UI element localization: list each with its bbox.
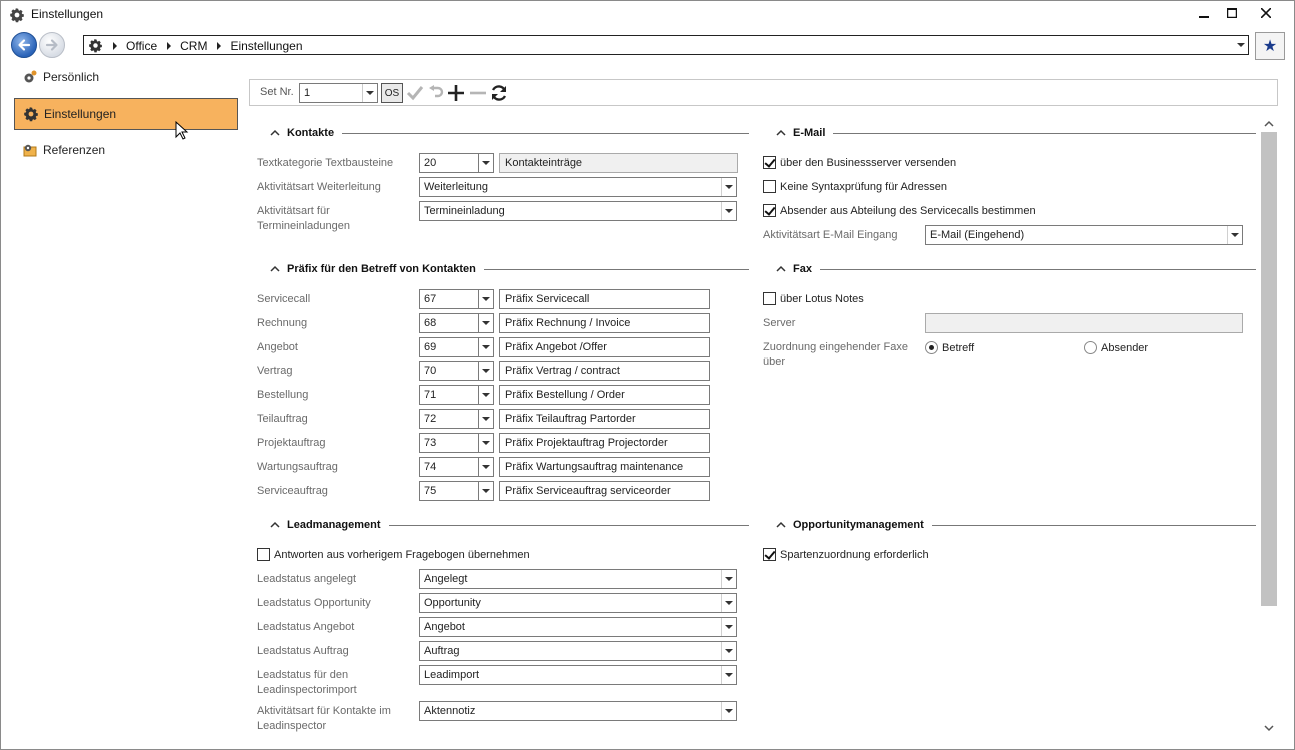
remove-icon[interactable]	[468, 83, 488, 103]
section-header-email[interactable]	[755, 125, 1256, 141]
set-number-value: 1	[304, 87, 311, 99]
field-label: Servicecall	[257, 293, 311, 305]
praefix-text-field[interactable]: Präfix Projektauftrag Projectorder	[499, 433, 710, 453]
chevron-down-icon[interactable]	[479, 481, 494, 501]
chevron-up-icon[interactable]	[775, 127, 787, 139]
praefix-text-field[interactable]: Präfix Bestellung / Order	[499, 385, 710, 405]
field-label: Leadstatus angelegt	[257, 573, 357, 585]
divider	[820, 269, 1256, 270]
weiterleitung-select[interactable]	[419, 177, 737, 197]
chevron-down-icon[interactable]	[479, 313, 494, 333]
chevron-right-icon	[113, 42, 117, 50]
chevron-up-icon[interactable]	[269, 127, 281, 139]
sidebar-item-label: Einstellungen	[44, 107, 117, 121]
sidebar-item-label: Persönlich	[43, 70, 100, 84]
gear-user-icon	[22, 69, 38, 85]
chevron-up-icon[interactable]	[269, 519, 281, 531]
arrow-right-icon	[45, 38, 59, 52]
lotus-notes-checkbox[interactable]	[763, 292, 864, 305]
vertical-scrollbar[interactable]	[1260, 116, 1278, 735]
field-label: Bestellung	[257, 389, 309, 401]
radio-label: Absender	[1101, 341, 1149, 354]
chevron-down-icon[interactable]	[1227, 226, 1242, 244]
gear-icon	[88, 38, 103, 53]
section-header-fax[interactable]	[755, 261, 1256, 277]
gear-folder-icon	[22, 142, 38, 158]
chevron-down-icon[interactable]	[1264, 723, 1274, 733]
sidebar-item-persoenlich[interactable]	[14, 61, 238, 93]
section-header-kontakte[interactable]	[249, 125, 749, 141]
radio-button[interactable]	[1084, 341, 1097, 354]
chevron-down-icon[interactable]	[721, 666, 736, 684]
textkategorie-name-field: Kontakteinträge	[499, 153, 738, 173]
praefix-text-field[interactable]: Präfix Servicecall	[499, 289, 710, 309]
praefix-text-field[interactable]: Präfix Rechnung / Invoice	[499, 313, 710, 333]
checkbox-label: Spartenzuordnung erforderlich	[780, 548, 929, 561]
section-title: Opportunitymanagement	[793, 519, 924, 531]
email-eingang-select[interactable]	[925, 225, 1243, 245]
select-value: Angebot	[424, 621, 465, 633]
checkbox[interactable]	[763, 180, 776, 193]
select-value: Auftrag	[424, 645, 460, 657]
leadstatus-select[interactable]	[419, 593, 737, 613]
field-label: Aktivitätsart für Kontakte im	[257, 705, 391, 717]
syntaxpruefung-checkbox[interactable]	[763, 180, 947, 193]
field-label: Leadstatus Opportunity	[257, 597, 371, 609]
select-value: Aktennotiz	[424, 705, 476, 717]
chevron-down-icon[interactable]	[479, 337, 494, 357]
field-label: Vertrag	[257, 365, 293, 377]
chevron-up-icon[interactable]	[269, 263, 281, 275]
divider	[833, 133, 1256, 134]
os-button[interactable]: OS	[381, 83, 403, 103]
scrollbar-thumb[interactable]	[1261, 132, 1277, 606]
star-icon: ★	[1262, 38, 1278, 55]
combo-value: 71	[424, 389, 437, 401]
checkbox-label: Keine Syntaxprüfung für Adressen	[780, 180, 947, 193]
praefix-text-field[interactable]: Präfix Serviceauftrag serviceorder	[499, 481, 710, 501]
radio-betreff[interactable]	[925, 341, 974, 354]
combo-value: 74	[424, 461, 437, 473]
absender-abteilung-checkbox[interactable]	[763, 204, 1036, 217]
combo-value: 72	[424, 413, 437, 425]
gear-icon	[9, 7, 25, 23]
gear-icon	[23, 106, 39, 122]
checkbox[interactable]	[763, 292, 776, 305]
chevron-down-icon[interactable]	[479, 289, 494, 309]
checkbox[interactable]	[763, 548, 776, 561]
section-title: Leadmanagement	[287, 519, 381, 531]
chevron-up-icon[interactable]	[1264, 119, 1274, 129]
field-label: Aktivitätsart Weiterleitung	[257, 181, 381, 193]
section-title: Kontakte	[287, 127, 335, 139]
field-label: Zuordnung eingehender Faxe	[763, 341, 908, 353]
window-title: Einstellungen	[31, 7, 104, 21]
select-value: Leadimport	[424, 669, 480, 681]
chevron-down-icon[interactable]	[721, 702, 736, 720]
field-label: Aktivitätsart E-Mail Eingang	[763, 229, 898, 241]
combo-value: 67	[424, 293, 437, 305]
leadstatus-select[interactable]	[419, 641, 737, 661]
combo-value: 73	[424, 437, 437, 449]
chevron-down-icon[interactable]	[479, 153, 494, 173]
sidebar-item-referenzen[interactable]	[14, 134, 238, 166]
chevron-down-icon[interactable]	[479, 433, 494, 453]
forward-button[interactable]	[39, 32, 65, 58]
field-label: Wartungsauftrag	[257, 461, 338, 473]
field-label: Leadinspector	[257, 720, 327, 732]
chevron-down-icon[interactable]	[362, 84, 377, 102]
arrow-left-icon	[17, 38, 31, 52]
breadcrumb-office[interactable]: Office	[126, 38, 158, 53]
field-label: Projektauftrag	[257, 437, 326, 449]
termineinladung-select[interactable]	[419, 201, 737, 221]
divider	[484, 269, 749, 270]
divider	[389, 525, 749, 526]
leadimport-select[interactable]	[419, 665, 737, 685]
chevron-down-icon[interactable]	[721, 594, 736, 612]
title-bar	[1, 1, 1294, 28]
select-value: Termineinladung	[424, 205, 505, 217]
praefix-text-field[interactable]: Präfix Vertrag / contract	[499, 361, 710, 381]
chevron-right-icon	[217, 42, 221, 50]
radio-absender[interactable]	[1084, 341, 1148, 354]
field-label: über	[763, 356, 786, 368]
chevron-down-icon[interactable]	[721, 618, 736, 636]
sidebar-item-einstellungen[interactable]	[14, 98, 238, 130]
minimize-button[interactable]	[1189, 3, 1219, 23]
checkbox[interactable]	[257, 548, 270, 561]
section-header-leadmanagement[interactable]	[249, 517, 749, 533]
leadstatus-select[interactable]	[419, 617, 737, 637]
select-value: E-Mail (Eingehend)	[930, 229, 1025, 241]
field-label: Leadstatus Angebot	[257, 621, 355, 633]
radio-button[interactable]	[925, 341, 938, 354]
field-label: Rechnung	[257, 317, 308, 329]
combo-value: 68	[424, 317, 437, 329]
chevron-down-icon[interactable]	[1237, 43, 1245, 47]
field-label: Aktivitätsart für	[257, 205, 330, 217]
checkbox-label: über den Businessserver versenden	[780, 156, 957, 169]
divider	[342, 133, 749, 134]
chevron-up-icon[interactable]	[775, 519, 787, 531]
praefix-text-field[interactable]: Präfix Teilauftrag Partorder	[499, 409, 710, 429]
praefix-text-field[interactable]: Präfix Angebot /Offer	[499, 337, 710, 357]
set-number-combo[interactable]	[299, 83, 378, 103]
field-label: Serviceauftrag	[257, 485, 328, 497]
field-label: Leadstatus für den	[257, 669, 349, 681]
leadstatus-select[interactable]	[419, 569, 737, 589]
chevron-down-icon[interactable]	[479, 385, 494, 405]
field-label: Termineinladungen	[257, 220, 350, 232]
field-label: Leadstatus Auftrag	[257, 645, 349, 657]
mouse-cursor-icon	[175, 121, 189, 141]
close-button[interactable]	[1251, 3, 1281, 23]
breadcrumb-einstellungen[interactable]: Einstellungen	[230, 38, 303, 53]
checkmark-icon[interactable]	[405, 83, 425, 103]
combo-value: 70	[424, 365, 437, 377]
refresh-icon[interactable]	[489, 83, 509, 103]
address-bar[interactable]	[83, 35, 1249, 55]
breadcrumb	[88, 37, 303, 54]
chevron-down-icon[interactable]	[721, 178, 736, 196]
back-button[interactable]	[11, 32, 37, 58]
field-label: Angebot	[257, 341, 298, 353]
chevron-down-icon[interactable]	[721, 570, 736, 588]
radio-label: Betreff	[942, 341, 975, 354]
favorite-button[interactable]	[1255, 32, 1285, 60]
chevron-down-icon[interactable]	[479, 457, 494, 477]
spartenzuordnung-checkbox[interactable]	[763, 548, 929, 561]
combo-value: 69	[424, 341, 437, 353]
checkbox-label: Antworten aus vorherigem Fragebogen übernehmen	[274, 548, 530, 561]
field-label: Teilauftrag	[257, 413, 308, 425]
chevron-up-icon[interactable]	[775, 263, 787, 275]
select-value: Angelegt	[424, 573, 468, 585]
sidebar-item-label: Referenzen	[43, 143, 106, 157]
sidebar	[1, 61, 241, 749]
undo-icon[interactable]	[426, 83, 446, 103]
select-value: Weiterleitung	[424, 181, 488, 193]
section-title: Fax	[793, 263, 812, 275]
checkbox[interactable]	[763, 204, 776, 217]
field-label: Leadinspectorimport	[257, 684, 357, 696]
chevron-down-icon[interactable]	[479, 361, 494, 381]
section-title: E-Mail	[793, 127, 826, 139]
divider	[932, 525, 1256, 526]
chevron-down-icon[interactable]	[721, 202, 736, 220]
combo-value: 20	[424, 157, 437, 169]
breadcrumb-crm[interactable]: CRM	[180, 38, 208, 53]
checkbox-label: über Lotus Notes	[780, 292, 864, 305]
praefix-text-field[interactable]: Präfix Wartungsauftrag maintenance	[499, 457, 710, 477]
navigation-bar	[1, 29, 1294, 61]
select-value: Opportunity	[424, 597, 481, 609]
checkbox[interactable]	[763, 156, 776, 169]
field-label: Textkategorie Textbausteine	[257, 157, 394, 169]
leadinspector-kontakte-select[interactable]	[419, 701, 737, 721]
businessserver-checkbox[interactable]	[763, 156, 956, 169]
combo-value: 75	[424, 485, 437, 497]
section-title: Präfix für den Betreff von Kontakten	[287, 263, 476, 275]
checkbox-label: Absender aus Abteilung des Servicecalls bestimmen	[780, 204, 1036, 217]
set-label: Set Nr.	[260, 86, 294, 98]
set-toolbar	[249, 79, 1278, 106]
field-label: Server	[763, 317, 796, 329]
chevron-right-icon	[167, 42, 171, 50]
section-header-opportunitymanagement[interactable]	[755, 517, 1256, 533]
chevron-down-icon[interactable]	[479, 409, 494, 429]
add-icon[interactable]	[446, 83, 466, 103]
chevron-down-icon[interactable]	[721, 642, 736, 660]
server-field[interactable]	[925, 313, 1243, 333]
maximize-button[interactable]	[1217, 3, 1247, 23]
section-header-praefix[interactable]	[249, 261, 749, 277]
fragebogen-checkbox[interactable]	[257, 548, 530, 561]
settings-content	[249, 113, 1259, 743]
